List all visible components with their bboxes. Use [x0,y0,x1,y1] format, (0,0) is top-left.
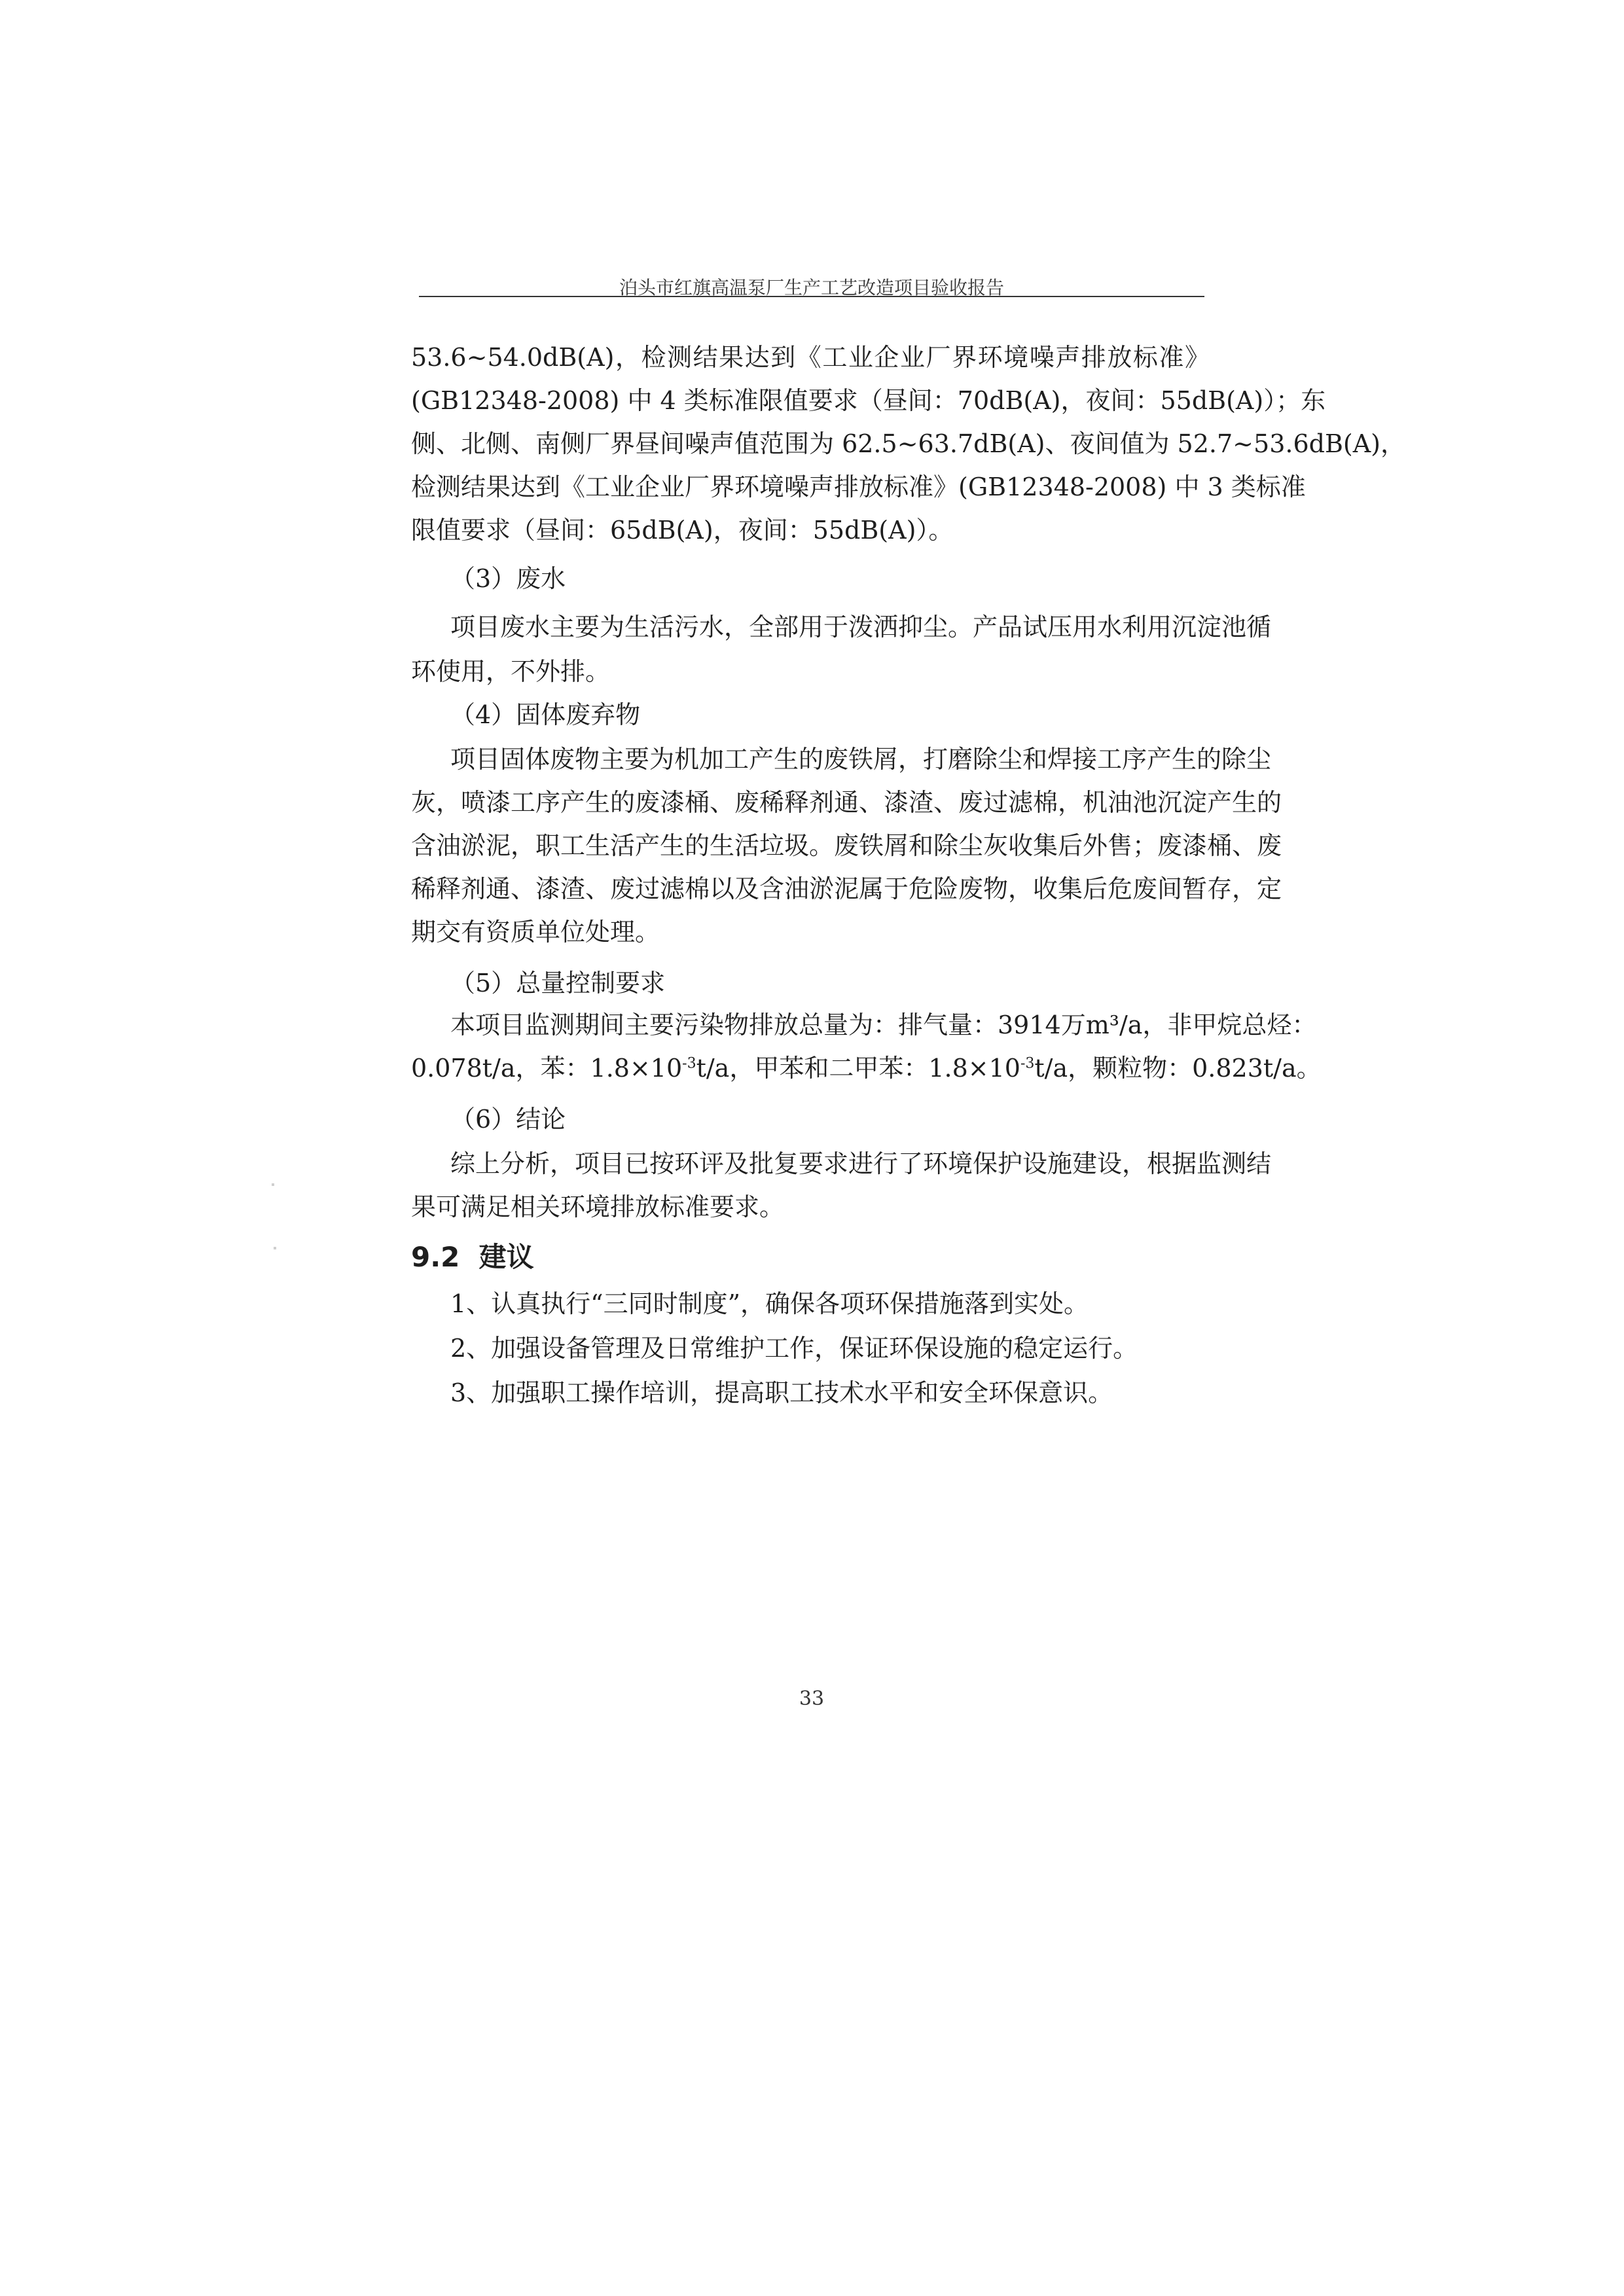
noise-line-2: (GB12348-2008) 中 4 类标准限值要求（昼间：70dB(A)，夜间：55dB(A)）；东 [411,386,1326,415]
total-control-line-2 [411,1051,1322,1085]
exponent-benzene: -3 [682,1055,696,1072]
scan-speck [272,1183,274,1186]
noise-line-4: 检测结果达到《工业企业厂界环境噪声排放标准》(GB12348-2008) 中 3 类标准 [411,473,1306,501]
solid-waste-line-4: 稀释剂通、漆渣、废过滤棉以及含油淤泥属于危险废物，收集后危废间暂存，定 [411,874,1282,903]
solid-waste-line-5: 期交有资质单位处理。 [411,918,660,946]
total-control-line-2-b: t/a，甲苯和二甲苯：1.8×10 [696,1054,1020,1083]
recommendation-item-1: 1、认真执行“三同时制度”，确保各项环保措施落到实处。 [450,1289,1089,1318]
wastewater-heading: （3）废水 [450,564,566,593]
total-control-line-2-c: t/a，颗粒物：0.823t/a。 [1034,1054,1322,1083]
solid-waste-line-1: 项目固体废物主要为机加工产生的废铁屑，打磨除尘和焊接工序产生的除尘 [450,745,1272,774]
conclusion-line-2: 果可满足相关环境排放标准要求。 [411,1193,785,1221]
section-number: 9.2 [411,1241,460,1273]
solid-waste-line-3: 含油淤泥，职工生活产生的生活垃圾。废铁屑和除尘灰收集后外售；废漆桶、废 [411,831,1282,860]
solid-waste-line-2: 灰，喷漆工序产生的废漆桶、废稀释剂通、漆渣、废过滤棉，机油池沉淀产生的 [411,788,1282,817]
noise-line-5: 限值要求（昼间：65dB(A)，夜间：55dB(A)）。 [411,516,954,545]
conclusion-heading: （6）结论 [450,1105,566,1134]
exponent-toluene-xylene: -3 [1020,1055,1035,1072]
wastewater-line-1: 项目废水主要为生活污水，全部用于泼洒抑尘。产品试压用水利用沉淀池循 [450,613,1272,641]
recommendation-item-3: 3、加强职工操作培训，提高职工技术水平和安全环保意识。 [450,1378,1113,1407]
total-control-heading: （5）总量控制要求 [450,969,666,997]
scan-speck [274,1247,276,1249]
page-number: 33 [799,1687,825,1710]
noise-line-3: 侧、北侧、南侧厂界昼间噪声值范围为 62.5~63.7dB(A)、夜间值为 52.7~53.6dB(A)， [411,429,1405,458]
running-header: 泊头市红旗高温泵厂生产工艺改造项目验收报告 [619,277,1004,298]
solid-waste-heading: （4）固体废弃物 [450,700,641,729]
recommendation-item-2: 2、加强设备管理及日常维护工作，保证环保设施的稳定运行。 [450,1334,1138,1363]
header-rule [419,296,1204,297]
wastewater-line-2: 环使用，不外排。 [411,657,611,686]
section-heading-9-2 [411,1236,534,1275]
section-title: 建议 [478,1241,534,1273]
total-control-line-1: 本项目监测期间主要污染物排放总量为：排气量：3914万m³/a，非甲烷总烃： [450,1011,1317,1039]
noise-line-1: 53.6~54.0dB(A)，检测结果达到《工业企业厂界环境噪声排放标准》 [411,343,1210,372]
total-control-line-2-a: 0.078t/a，苯：1.8×10 [411,1054,683,1083]
conclusion-line-1: 综上分析，项目已按环评及批复要求进行了环境保护设施建设，根据监测结 [450,1149,1272,1178]
